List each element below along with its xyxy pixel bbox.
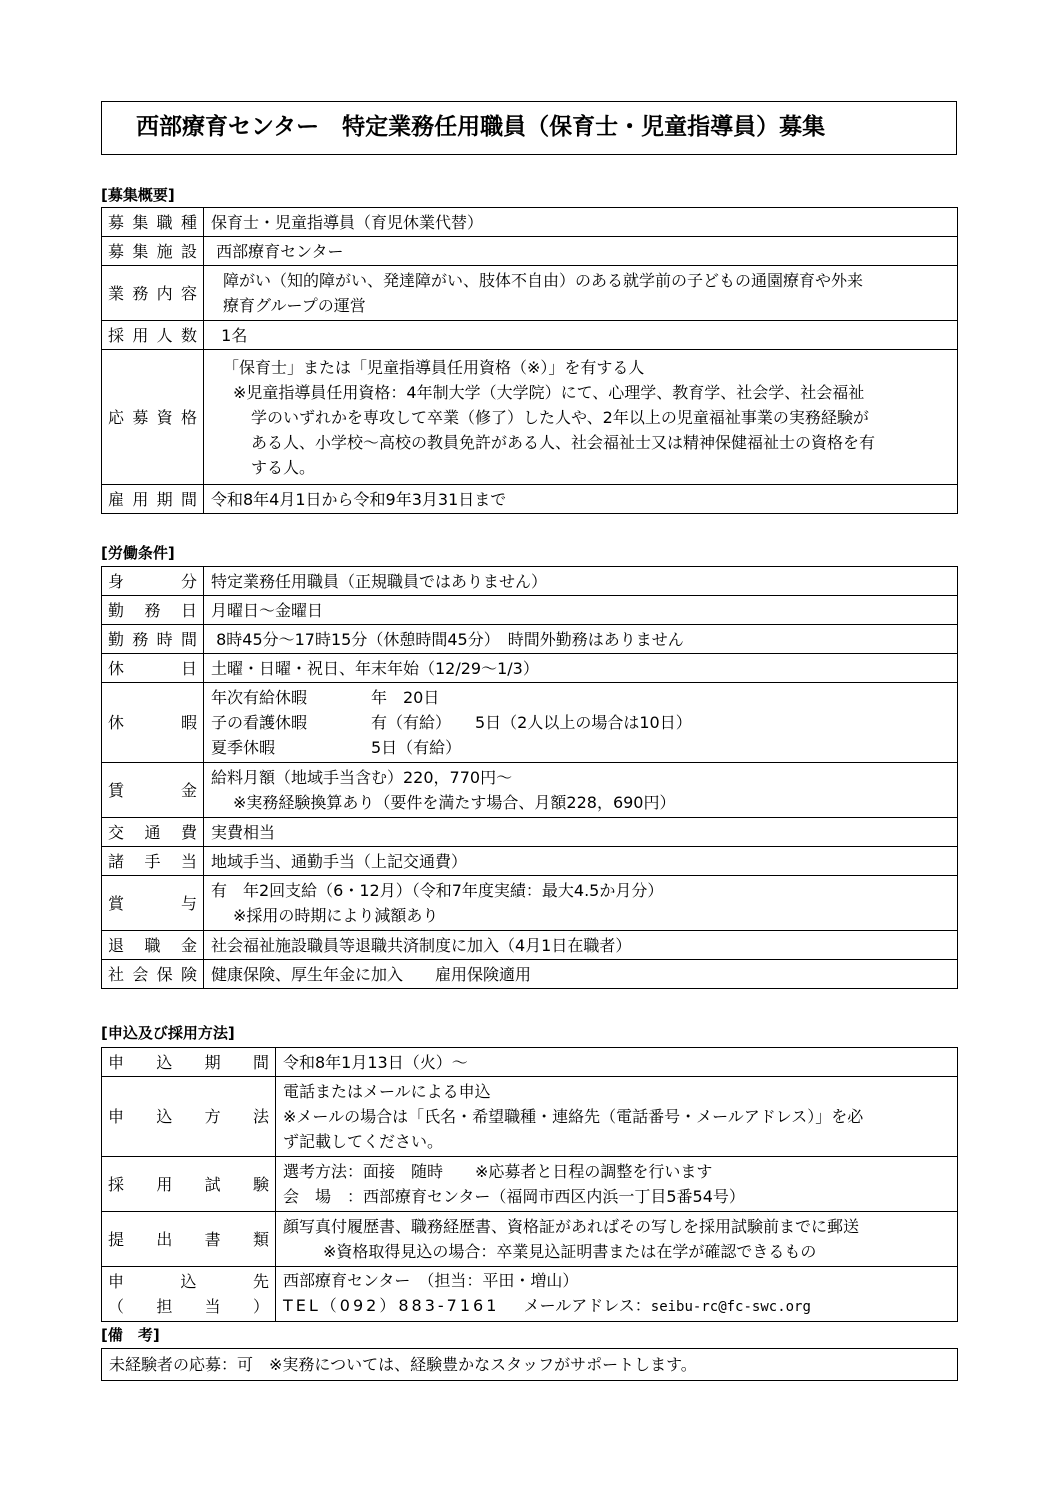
section-heading-conditions: [労働条件] <box>101 544 175 562</box>
row-value: 療育グループの運営 <box>223 296 366 315</box>
application-table <box>101 1047 958 1322</box>
row-label: 応募資格 <box>108 407 197 427</box>
page-title: 西部療育センター 特定業務任用職員（保育士・児童指導員）募集 <box>101 101 957 155</box>
row-label: 申込先 <box>108 1272 269 1291</box>
table-row <box>102 321 958 350</box>
table-row <box>102 818 958 847</box>
row-label: 募集職種 <box>108 212 197 232</box>
row-value: 8時45分～17時15分（休憩時間45分） 時間外勤務はありません <box>211 629 684 649</box>
row-label: 申込期間 <box>108 1052 269 1072</box>
row-label: （担当） <box>108 1297 269 1316</box>
phone-number: TEL（092）883-7161 <box>283 1296 500 1315</box>
mail-label: メールアドレス： <box>523 1296 651 1315</box>
row-value: 会 場 ：西部療育センター（福岡市西区内浜一丁目5番54号） <box>283 1187 745 1206</box>
row-value: 特定業務任用職員（正規職員ではありません） <box>211 571 548 591</box>
row-value: ※児童指導員任用資格：4年制大学（大学院）にて、心理学、教育学、社会学、社会福祉 <box>233 382 865 402</box>
section-heading-application: [申込及び採用方法] <box>101 1024 235 1042</box>
row-value: ※メールの場合は「氏名・希望職種・連絡先（電話番号・メールアドレス）」を必 <box>283 1107 864 1126</box>
row-value: ※採用の時期により減額あり <box>233 906 439 925</box>
table-row <box>102 1267 958 1322</box>
row-label: 勤務日 <box>108 600 197 620</box>
row-value: 1名 <box>211 325 248 345</box>
table-row <box>102 1077 958 1157</box>
row-value: 西部療育センター （担当：平田・増山） <box>283 1271 579 1290</box>
table-row <box>102 654 958 683</box>
row-value: 選考方法：面接 随時 ※応募者と日程の調整を行います <box>283 1162 713 1181</box>
row-value: ず記載してください。 <box>283 1132 444 1151</box>
section-heading-notes: [備 考] <box>101 1326 160 1344</box>
row-value: 顔写真付履歴書、職務経歴書、資格証があればその写しを採用試験前までに郵送 <box>283 1217 860 1236</box>
table-row <box>102 763 958 818</box>
row-label: 業務内容 <box>108 283 197 303</box>
row-value: 令和8年1月13日（火）～ <box>283 1052 468 1072</box>
overview-table <box>101 207 958 514</box>
row-label: 提出書類 <box>108 1229 269 1249</box>
row-value: 「保育士」または「児童指導員任用資格（※）」を有する人 <box>223 357 645 377</box>
row-label: 休日 <box>108 658 197 678</box>
table-row <box>102 683 958 763</box>
row-value: 実費相当 <box>211 822 276 842</box>
email-address: seibu-rc@fc-swc.org <box>650 1299 811 1315</box>
row-value: 電話またはメールによる申込 <box>283 1082 491 1101</box>
table-row <box>102 1349 958 1381</box>
table-row <box>102 567 958 596</box>
row-value: 給料月額（地域手当含む）220，770円～ <box>211 768 513 787</box>
row-label: 雇用期間 <box>108 489 197 509</box>
row-value: 令和8年4月1日から令和9年3月31日まで <box>211 489 507 509</box>
row-value: 年次有給休暇 年 20日 <box>211 688 440 707</box>
row-value: ※資格取得見込の場合：卒業見込証明書または在学が確認できるもの <box>323 1242 817 1261</box>
row-label: 募集施設 <box>108 241 197 261</box>
row-value: 学のいずれかを専攻して卒業（修了）した人や、2年以上の児童福祉事業の実務経験が <box>251 407 869 427</box>
row-value: 社会福祉施設職員等退職共済制度に加入（4月1日在職者） <box>211 935 632 955</box>
table-row <box>102 1157 958 1212</box>
row-value: する人。 <box>251 457 316 477</box>
contact-line <box>283 1293 957 1320</box>
row-label: 諸手当 <box>108 851 197 871</box>
row-value: 有 年2回支給（6・12月）（令和7年度実績：最大4.5か月分） <box>211 881 664 900</box>
row-label: 社会保険 <box>108 964 197 984</box>
row-value: 保育士・児童指導員（育児休業代替） <box>211 212 484 232</box>
table-row <box>102 876 958 931</box>
table-row <box>102 1212 958 1267</box>
row-label: 身分 <box>108 571 197 591</box>
notes-text: 未経験者の応募：可 ※実務については、経験豊かなスタッフがサポートします。 <box>109 1355 697 1374</box>
conditions-table <box>101 566 958 989</box>
row-value: ある人、小学校～高校の教員免許がある人、社会福祉士又は精神保健福祉士の資格を有 <box>251 432 876 452</box>
table-row <box>102 237 958 266</box>
row-label: 賞与 <box>108 893 197 913</box>
row-value: 健康保険、厚生年金に加入 雇用保険適用 <box>211 964 532 984</box>
table-row <box>102 596 958 625</box>
row-value: 月曜日～金曜日 <box>211 600 324 620</box>
row-label: 休暇 <box>108 713 197 732</box>
row-label: 採用試験 <box>108 1174 269 1194</box>
table-row <box>102 485 958 514</box>
table-row <box>102 847 958 876</box>
row-label: 採用人数 <box>108 325 197 345</box>
table-row <box>102 960 958 989</box>
row-value: ※実務経験換算あり（要件を満たす場合、月額228，690円） <box>233 793 676 812</box>
table-row <box>102 208 958 237</box>
table-row <box>102 1048 958 1077</box>
row-value: 障がい（知的障がい、発達障がい、肢体不自由）のある就学前の子どもの通園療育や外来 <box>223 271 864 290</box>
row-value: 土曜・日曜・祝日、年末年始（12/29～1/3） <box>211 658 539 678</box>
section-heading-overview: [募集概要] <box>101 186 175 204</box>
table-row <box>102 931 958 960</box>
row-label: 退職金 <box>108 935 197 955</box>
row-label: 申込方法 <box>108 1107 269 1126</box>
table-row <box>102 350 958 485</box>
row-value: 子の看護休暇 有（有給） 5日（2人以上の場合は10日） <box>211 713 692 732</box>
row-value: 夏季休暇 5日（有給） <box>211 738 462 757</box>
row-label: 勤務時間 <box>108 629 197 649</box>
row-label: 交通費 <box>108 822 197 842</box>
notes-table <box>101 1348 958 1381</box>
row-label: 賃金 <box>108 780 197 800</box>
row-value: 西部療育センター <box>211 241 344 261</box>
table-row <box>102 266 958 321</box>
table-row <box>102 625 958 654</box>
row-value: 地域手当、通勤手当（上記交通費） <box>211 851 468 871</box>
